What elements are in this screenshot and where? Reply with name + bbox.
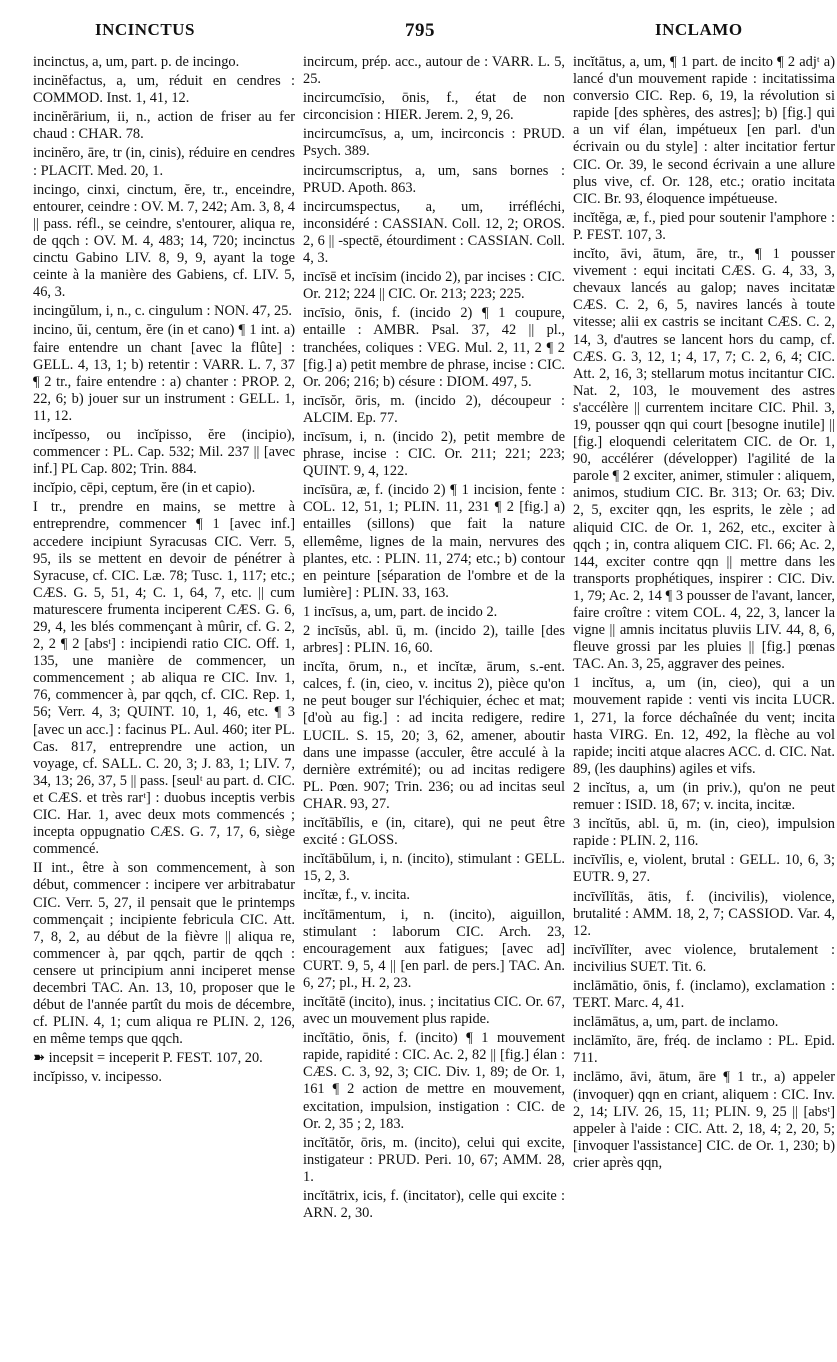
- dictionary-entry: incīsŏr, ōris, m. (incido 2), découpeur : ALCIM. Ep. 77.: [303, 392, 565, 426]
- dictionary-entry: incĭpio, cēpi, ceptum, ĕre (in et capio).: [33, 480, 256, 497]
- dictionary-entry: incinĕro, āre, tr (in, cinis), réduire en cendres : PLACIT. Med. 20, 1.: [33, 145, 295, 179]
- dictionary-entry: incĭto, āvi, ātum, āre, tr., ¶ 1 pousser vivement : equi incitati CÆS. G. 4, 33, 3, chevaux lancés au galop; naves incitatæ CÆS. C. 2, 6, 5, navires lancés à toute vitesse; alii ex castris se incitant CÆS. C. 2, 14, 3, d'autres se lancent hors du camp, cf. CÆS. G. 3, 12, 1; 4, 17, 7; C. 2, 6, 4; CIC. Att. 2, 16, 3; stellarum motus incitantur CIC. Nat. 2, 103, le mouvement des astres s'accélère || currentem incitare CIC. Phil. 3, 19, pousser qqn qui court [besogne inutile] || [fig.] eloquendi celeritatem CIC. de Or. 1, 90, accélérer (développer) l'agilité de la parole ¶ 2 exciter, animer, stimuler : aliquem, animos, studium CIC. Br. 313; Or. 63; Div. 2, 5, exciter qqn, les esprits, le zèle ; ad aliquid CIC. de Or. 1, 262, etc., exciter à qqch ; in, contra aliquem CIC. Fl. 66; Ac. 2, 144, exciter contre qqn || mettre dans les transports prophétiques, inspirer : CIC. Div. 1, 79; Ac. 2, 14 ¶ 3 pousser de l'avant, lancer, faire croître : vitem COL. 4, 22, 3, lancer la vigne || amnis incitatus pluviis LIV. 44, 8, 6, fleuve grossi par les pluies || [fig.] pœnas TAC. An. 3, 25, aggraver des peines.: [573, 246, 835, 673]
- dictionary-entry: incĭtābŭlum, i, n. (incito), stimulant : GELL. 15, 2, 3.: [303, 851, 565, 885]
- dictionary-entry: inclāmo, āvi, ātum, āre ¶ 1 tr., a) appeler (invoquer) qqn en criant, aliquem : CIC. Inv. 2, 14; LIV. 26, 15, 11; PLIN. 9, 25 || [absᵗ] appeler à l'aide : CIC. Att. 2, 18, 4; 2, 20, 5; [invoquer l'assistance] CIC. de Or. 1, 230; b) crier après qqn,: [573, 1069, 835, 1171]
- column-1: [33, 54, 295, 1089]
- dictionary-entry: incīsē et incīsim (incido 2), par incises : CIC. Or. 212; 224 || CIC. Or. 213; 223; 225.: [303, 269, 565, 303]
- dictionary-entry: incinĕrārium, ii, n., action de friser au fer chaud : CHAR. 78.: [33, 109, 295, 143]
- dictionary-entry: incīsio, ōnis, f. (incido 2) ¶ 1 coupure, entaille : AMBR. Psal. 37, 42 || pl., tranchées, coliques : VEG. Mul. 2, 11, 2 ¶ 2 [fig.] a) petit membre de phrase, incise : CIC. Or. 206; 216; b) césure : DIOM. 497, 5.: [303, 305, 565, 390]
- dictionary-entry: 3 incĭtŭs, abl. ū, m. (in, cieo), impulsion rapide : PLIN. 2, 116.: [573, 816, 835, 850]
- dictionary-entry: incircum, prép. acc., autour de : VARR. L. 5, 25.: [303, 54, 565, 88]
- dictionary-entry: incĭtĕga, æ, f., pied pour soutenir l'amphore : P. FEST. 107, 3.: [573, 209, 835, 243]
- dictionary-entry: incĭtātē (incito), inus. ; incitatius CIC. Or. 67, avec un mouvement plus rapide.: [303, 993, 565, 1028]
- dictionary-entry: incĭtāmentum, i, n. (incito), aiguillon, stimulant : laborum CIC. Arch. 23, encouragement aux fatigues; [avec ad] CURT. 9, 5, 4 || [en parl. de pers.] TAC. An. 6, 27; pl., H. 2, 23.: [303, 906, 565, 991]
- dictionary-entry: incĭpisso, v. incipesso.: [33, 1069, 162, 1086]
- dictionary-entry: incinctus, a, um, part. p. de incingo.: [33, 54, 240, 70]
- dictionary-entry: 2 incīsŭs, abl. ū, m. (incido 2), taille [des arbres] : PLIN. 16, 60.: [303, 623, 565, 657]
- dictionary-entry: incīvĭlĭter, avec violence, brutalement : incivilius SUET. Tit. 6.: [573, 941, 835, 975]
- dictionary-entry: 1 incīsus, a, um, part. de incido 2.: [303, 603, 498, 620]
- dictionary-entry: incĭpesso, ou incĭpisso, ĕre (incipio), commencer : PL. Cap. 532; Mil. 237 || [avec inf.] PL Cap. 802; Trin. 884.: [33, 426, 295, 478]
- dictionary-entry: incĭtātio, ōnis, f. (incito) ¶ 1 mouvement rapide, rapidité : CIC. Ac. 2, 82 || [fig.] élan : CÆS. C. 3, 92, 3; CIC. Div. 1, 89; de Or. 1, 161 ¶ 2 action de mettre en mouvement, excitation, impulsion, instigation : CIC. de Or. 2, 35 ; 2, 183.: [303, 1030, 565, 1132]
- dictionary-entry: incĭtātus, a, um, ¶ 1 part. de incito ¶ 2 adjᵗ a) lancé d'un mouvement rapide : incitatissima conversio CIC. Rep. 6, 19, la révolution si rapide [des sphères, des astres]; b) [fig.] qui a un vif élan, impétueux [en parl. d'un écrivain ou du style] : alter incitatior fertur CIC. Or. 39, le second écrivain a une allure plus vive, cf. Or. 128, etc.; oratio incitata CIC. Br. 93, éloquence impétueuse.: [573, 54, 835, 207]
- dictionary-entry: incircumspectus, a, um, irréfléchi, inconsidéré : CASSIAN. Coll. 12, 2; OROS. 2, 6 || -spectē, étourdiment : CASSIAN. Coll. 4, 3.: [303, 198, 565, 267]
- dictionary-entry: incircumcīsio, ōnis, f., état de non circoncision : HIER. Jerem. 2, 9, 26.: [303, 90, 565, 124]
- dictionary-entry: incīvĭlis, e, violent, brutal : GELL. 10, 6, 3; EUTR. 9, 27.: [573, 852, 835, 886]
- dictionary-entry: incinĕfactus, a, um, réduit en cendres : COMMOD. Inst. 1, 41, 12.: [33, 73, 295, 107]
- dictionary-entry: incīvĭlĭtās, ātis, f. (incivilis), violence, brutalité : AMM. 18, 2, 7; CASSIOD. Var. 4, 12.: [573, 888, 835, 939]
- dictionary-entry: 2 incĭtus, a, um (in priv.), qu'on ne peut remuer : ISID. 18, 67; v. incita, incitæ.: [573, 779, 835, 814]
- dictionary-entry: incĭtæ, f., v. incita.: [303, 887, 410, 904]
- dictionary-entry: incĭtātrix, icis, f. (incitator), celle qui excite : ARN. 2, 30.: [303, 1188, 565, 1222]
- dictionary-entry: incingŭlum, i, n., c. cingulum : NON. 47, 25.: [33, 303, 293, 320]
- dictionary-entry: incīsūra, æ, f. (incido 2) ¶ 1 incision, fente : COL. 12, 51, 1; PLIN. 11, 231 ¶ 2 [fig.] a) entailles (sillons) que fait la nature ellemême, lignes de la main, nervures des plantes, etc. : PLIN. 11, 274; etc.; b) contour en peinture [séparation de l'ombre et de la lumière] : PLIN. 33, 163.: [303, 482, 565, 601]
- dictionary-entry: incĭtātŏr, ōris, m. (incito), celui qui excite, instigateur : PRUD. Peri. 10, 67; AMM. 28, 1.: [303, 1134, 565, 1185]
- dictionary-entry: incircumcīsus, a, um, incirconcis : PRUD. Psych. 389.: [303, 126, 565, 160]
- dictionary-entry: ➽ incepsit = inceperit P. FEST. 107, 20.: [33, 1050, 263, 1067]
- dictionary-entry: inclāmĭto, āre, fréq. de inclamo : PL. Epid. 711.: [573, 1033, 835, 1067]
- column-2: [303, 54, 565, 1224]
- dictionary-entry: incino, ŭi, centum, ĕre (in et cano) ¶ 1 int. a) faire entendre un chant [avec la flûte] : GELL. 4, 13, 1; b) retentir : VARR. L. 7, 37 ¶ 2 tr., faire entendre : a) chanter : PROP. 2, 22, 6; b) jouer sur un instrument : GELL. 1, 11, 12.: [33, 322, 295, 424]
- dictionary-entry: incĭtābĭlis, e (in, citare), qui ne peut être excité : GLOSS.: [303, 815, 565, 849]
- page-number: 795: [405, 20, 435, 41]
- dictionary-entry: incircumscriptus, a, um, sans bornes : PRUD. Apoth. 863.: [303, 162, 565, 196]
- dictionary-entry: II int., être à son commencement, à son début, commencer : incipere ver arbitrabatur CIC. Verr. 5, 27, il pensait que le printemps commençait ; incipiente febricula CIC. Att. 7, 8, 2, au début de la fièvre || aliqua re, commencer à, par qqch, partir de qqch : censere ut principium anni inciperet mense decembri TAC. An. 13, 10, proposer que le début de l'année partît du mois de décembre, cf. PLIN. 4, 1; cum aliqua re PLIN. 2, 126, en même temps que qqch.: [33, 860, 295, 1048]
- dictionary-entry: inclāmātus, a, um, part. de inclamo.: [573, 1014, 779, 1031]
- running-head-right: INCLAMO: [655, 20, 743, 39]
- dictionary-entry: incĭta, ōrum, n., et incĭtæ, ārum, s.-ent. calces, f. (in, cieo, v. incitus 2), pièce qu'on ne peut bouger sur l'échiquier, échec et mat; [d'où au fig.] : ad incita redigere, redire LUCIL. S. 15, 20; 3, 62, amener, aboutir dans une impasse (acculer, être acculé à la dernière extrémité); ou ad incitas redigere PL. Pœn. 907; Trin. 236; ou ad incitas seul CHAR. 93, 27.: [303, 659, 565, 812]
- dictionary-entry: 1 incĭtus, a, um (in, cieo), qui a un mouvement rapide : venti vis incita LUCR. 1, 271, la force déchaînée du vent; incita hasta VIRG. En. 12, 492, la flèche au vol rapide; inciti atque alacres ACC. d. CIC. Nat. 89, (les dauphins) agiles et vifs.: [573, 675, 835, 777]
- dictionary-entry: incingo, cinxi, cinctum, ĕre, tr., enceindre, entourer, ceindre : OV. M. 7, 242; Am. 3, 8, 4 || pass. réfl., se ceindre, s'entourer, aliqua re, de qqch : OV. M. 4, 483; 14, 720; incinctus cinctu Gabino LIV. 8, 9, 9, ayant la toge ceinte à la manière des Gabiens, cf. LIV. 5, 46, 3.: [33, 181, 295, 301]
- column-3: [573, 54, 835, 1174]
- dictionary-entry: incīsum, i, n. (incido 2), petit membre de phrase, incise : CIC. Or. 211; 221; 223; QUINT. 9, 4, 122.: [303, 428, 565, 480]
- dictionary-entry: inclāmātio, ōnis, f. (inclamo), exclamation : TERT. Marc. 4, 41.: [573, 977, 835, 1012]
- running-head-left: INCINCTUS: [95, 20, 195, 39]
- dictionary-entry: I tr., prendre en mains, se mettre à entreprendre, commencer ¶ 1 [avec inf.] accedere incipiunt Syracusas CIC. Verr. 5, 95, ils se mettent en devoir de pénétrer à Syracuse, cf. CIC. Læ. 78; Tusc. 1, 117; etc.; CÆS. G. 5, 51, 4; C. 1, 64, 7, etc. || cum maturescere frumenta inciperent CÆS. G. 6, 29, 4, les blés commençant à mûrir, cf. G. 2, 2, 2 ¶ 2 [absᵗ] : incipiendi ratio CIC. Off. 1, 135, une manière de commencer, un commencement ; ab aliqua re CIC. Inv. 1, 76, commencer à, par qqch, cf. CIC. Rep. 1, 56; Verr. 4, 3; QUINT. 10, 1, 46, etc. ¶ 3 [avec un acc.] : facinus PL. Aul. 460; iter PL. Cas. 817, entreprendre une action, un voyage, cf. SALL. C. 20, 3; J. 83, 1; LIV. 7, 34, 13; 26, 37, 5 || pass. [seulᵗ au part. d. CIC. et CÆS. et très rarᵗ] : duobus inceptis verbis CIC. Har. 1, avec deux mots commencés ; incepta oppugnatio CÆS. G. 7, 17, 6, siège commencé.: [33, 499, 295, 858]
